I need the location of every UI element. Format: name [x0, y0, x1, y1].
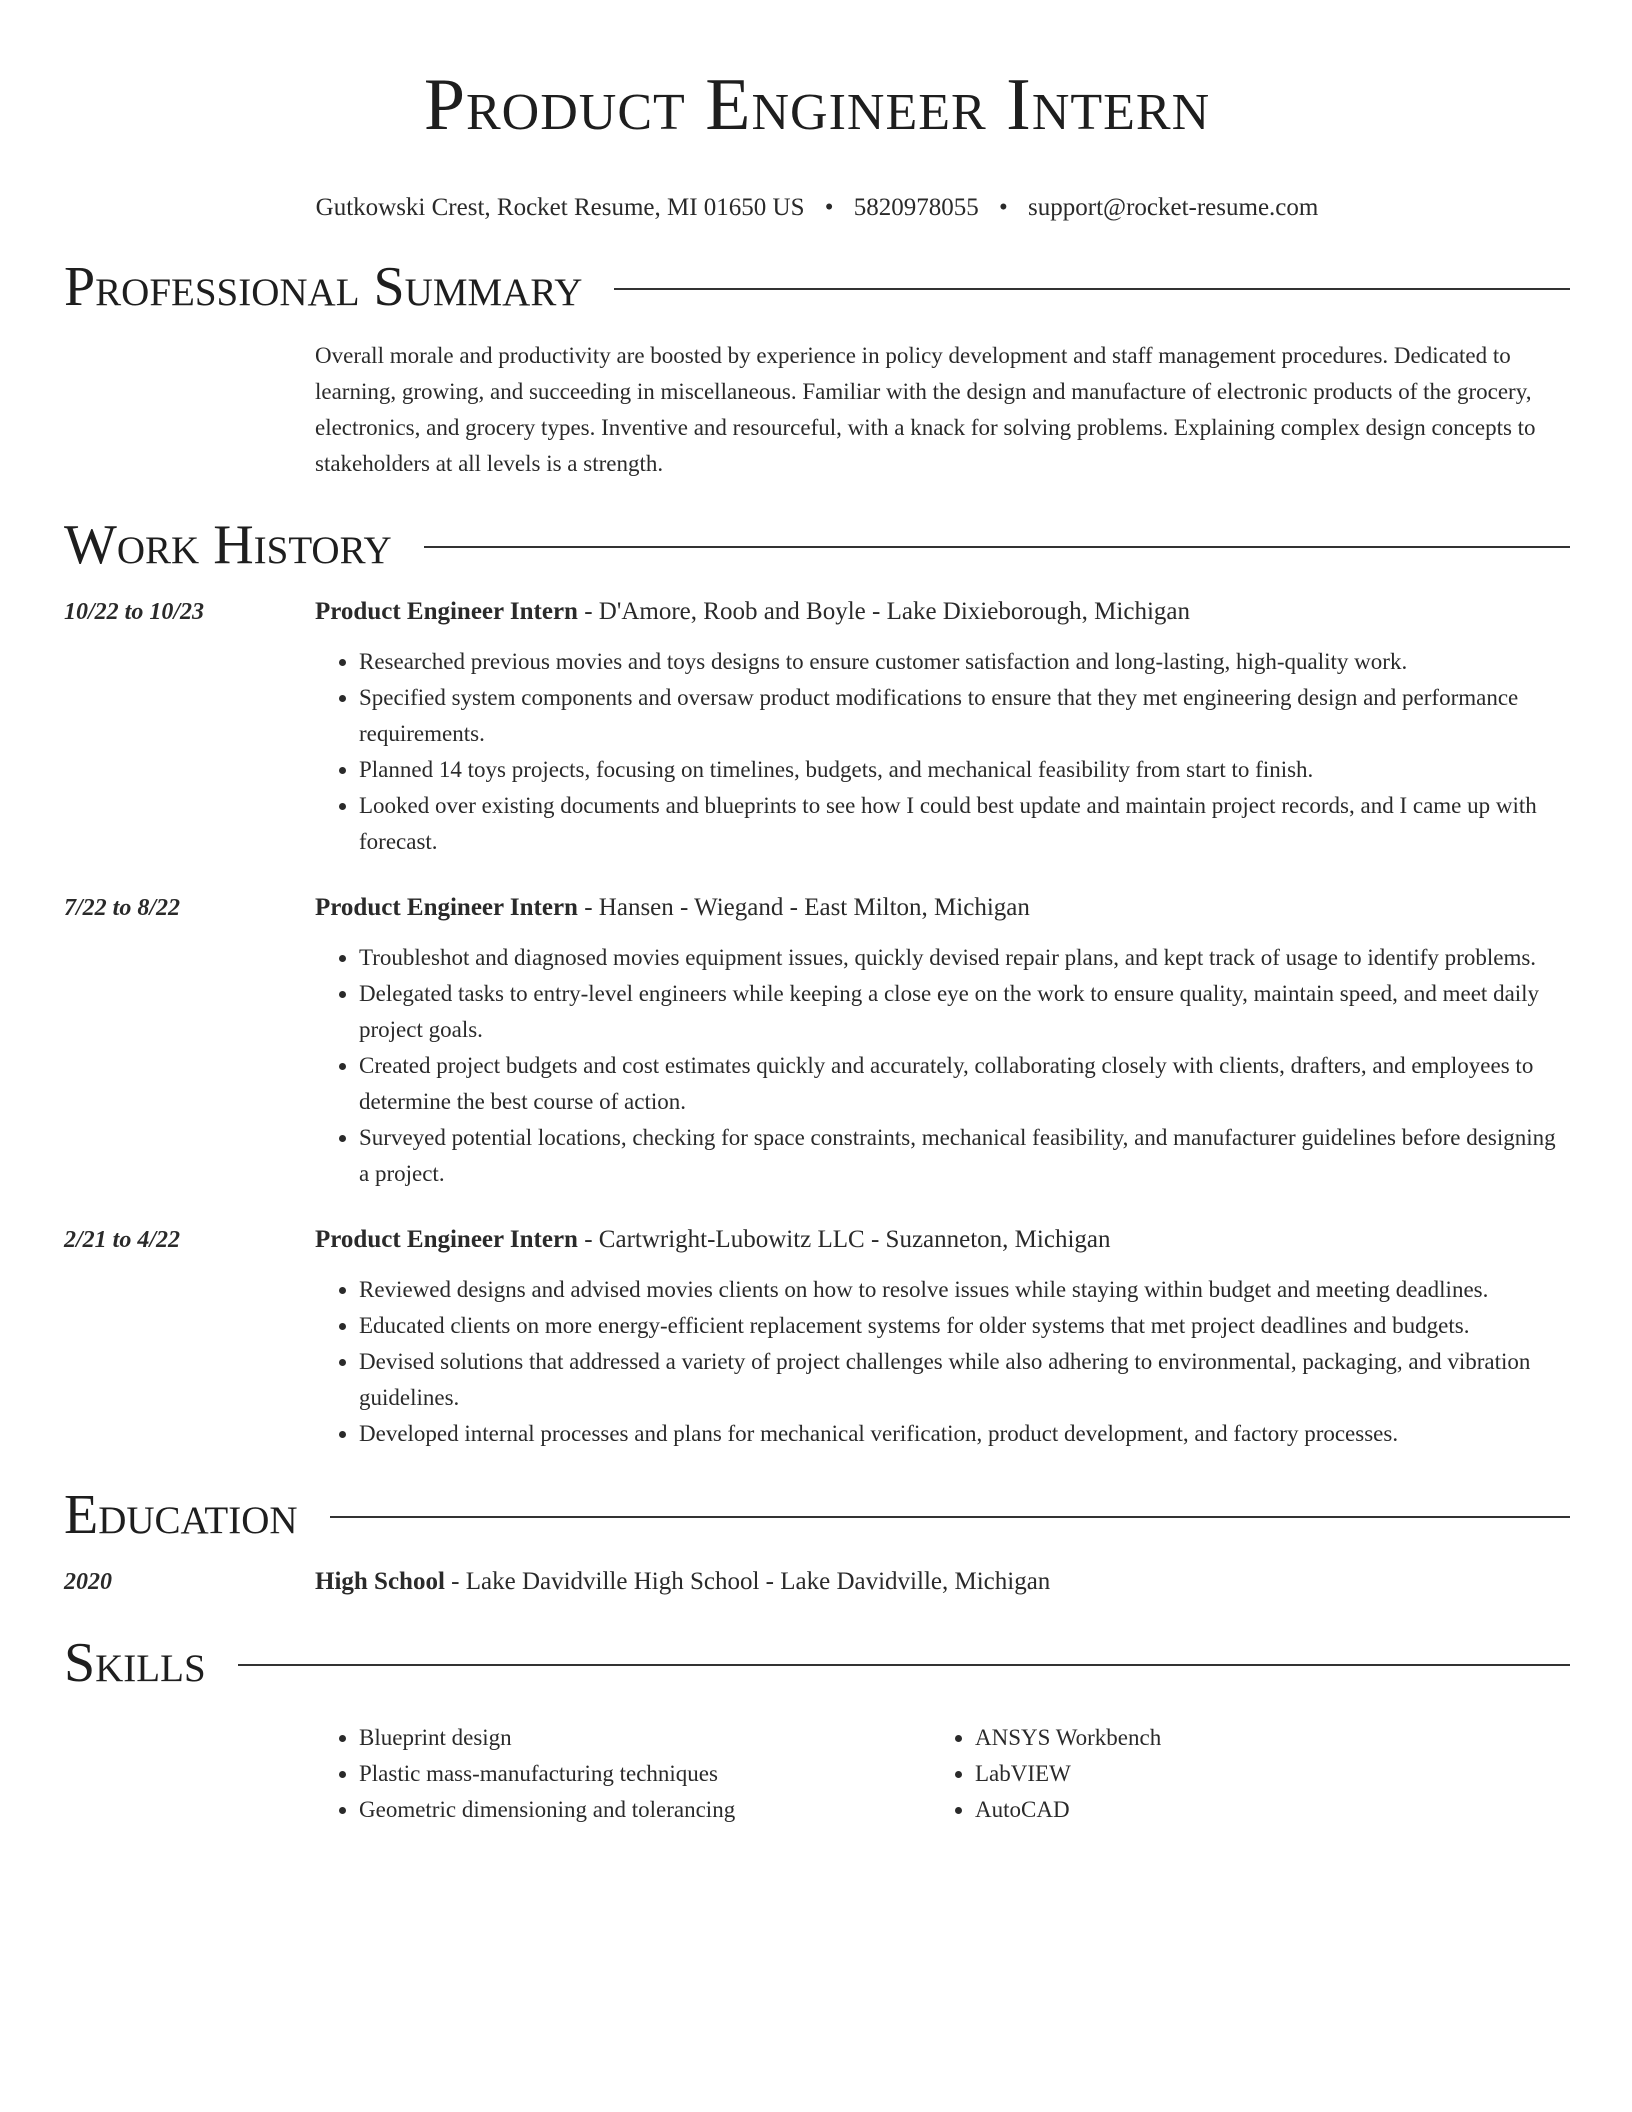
- job-bullet: • Troubleshot and diagnosed movies equipment issues, quickly devised repair plans, and kept track of usage to identify problems.: [359, 940, 1570, 976]
- job-title: Product Engineer Intern: [315, 598, 578, 625]
- skills-column-right: [931, 1720, 1547, 1828]
- summary-heading: Professional Summary: [64, 256, 583, 318]
- education-entry: [64, 1564, 1570, 1600]
- summary-text: Overall morale and productivity are boosted by experience in policy development and staff management procedures. Dedicated to learning, growing, and succeeding in miscellaneous. Familiar with the design and manufacture of electronic products of the grocery, electronics, and grocery types. Inventive and resourceful, with a knack for solving problems. Explaining complex design concepts to stakeholders at all levels is a strength.: [315, 343, 1536, 476]
- job-bullet: • Researched previous movies and toys designs to ensure customer satisfaction and long-lasting, high-quality work.: [359, 644, 1570, 680]
- education-details: - Lake Davidville High School - Lake Davidville, Michigan: [444, 1568, 1051, 1595]
- resume-name: Product Engineer Intern: [423, 64, 1211, 146]
- job-bullet: • Specified system components and oversaw product modifications to ensure that they met engineering design and performance requirements.: [359, 680, 1570, 752]
- job-bullet: • Reviewed designs and advised movies clients on how to resolve issues while staying within budget and meeting deadlines.: [359, 1272, 1570, 1308]
- job-details: - Hansen - Wiegand - East Milton, Michigan: [577, 894, 1030, 921]
- job-bullet: • Educated clients on more energy-efficient replacement systems for older systems that met project deadlines and budgets.: [359, 1308, 1570, 1344]
- job-entry: [64, 1222, 1570, 1452]
- job-title: Product Engineer Intern: [315, 1226, 578, 1253]
- job-dates: 2/21 to 4/22: [64, 1227, 181, 1253]
- education-heading: Education: [64, 1484, 298, 1546]
- education-body: [315, 1564, 1570, 1600]
- job-bullet: • Planned 14 toys projects, focusing on timelines, budgets, and mechanical feasibility from start to finish.: [359, 752, 1570, 788]
- job-bullet: • Developed internal processes and plans for mechanical verification, product development, and factory processes.: [359, 1416, 1570, 1452]
- contact-phone: 5820978055: [853, 194, 979, 221]
- job-details: - Cartwright-Lubowitz LLC - Suzanneton, Michigan: [577, 1226, 1111, 1253]
- section-divider: [330, 1516, 1570, 1518]
- job-bullet: • Devised solutions that addressed a variety of project challenges while also adhering to environmental, packaging, and vibration guidelines.: [359, 1344, 1570, 1416]
- section-divider: [238, 1664, 1570, 1666]
- skills-section-header: [64, 1628, 1570, 1698]
- skills-column-left: [315, 1720, 931, 1828]
- job-bullet: • Surveyed potential locations, checking for space constraints, mechanical feasibility, and manufacturer guidelines before designing a project.: [359, 1120, 1570, 1192]
- skill-item: • Geometric dimensioning and tolerancing: [359, 1792, 931, 1828]
- job-bullets: [315, 644, 1570, 860]
- job-bullet: • Looked over existing documents and blueprints to see how I could best update and maintain project records, and I came up with forecast.: [359, 788, 1570, 860]
- skills-heading: Skills: [64, 1632, 206, 1694]
- job-bullets: [315, 1272, 1570, 1452]
- skill-item: • LabVIEW: [975, 1756, 1547, 1792]
- education-degree: High School: [315, 1568, 445, 1595]
- job-body: [315, 890, 1570, 1192]
- contact-separator: •: [824, 194, 834, 221]
- contact-separator: •: [999, 194, 1008, 221]
- work-section-header: [64, 510, 1570, 580]
- summary-section-header: [64, 252, 1570, 322]
- job-body: [315, 594, 1570, 860]
- education-section-header: [64, 1480, 1570, 1550]
- job-body: [315, 1222, 1570, 1452]
- skills-list: [315, 1720, 1570, 1828]
- job-entry: [64, 594, 1570, 860]
- education-title-line: [315, 1564, 1570, 1600]
- contact-line: [64, 192, 1570, 224]
- contact-email: support@rocket-resume.com: [1028, 194, 1319, 221]
- job-bullets: [315, 940, 1570, 1192]
- contact-address: Gutkowski Crest, Rocket Resume, MI 01650 US: [315, 194, 805, 221]
- work-heading: Work History: [64, 514, 392, 576]
- job-title-line: [315, 1222, 1570, 1258]
- section-divider: [424, 546, 1570, 548]
- education-year: 2020: [64, 1569, 112, 1595]
- job-title-line: [315, 594, 1570, 630]
- skill-item: • ANSYS Workbench: [975, 1720, 1547, 1756]
- job-dates: 7/22 to 8/22: [64, 895, 181, 921]
- job-entry: [64, 890, 1570, 1192]
- job-title-line: [315, 890, 1570, 926]
- section-divider: [614, 288, 1570, 290]
- job-details: - D'Amore, Roob and Boyle - Lake Dixieborough, Michigan: [577, 598, 1190, 625]
- job-bullet: • Delegated tasks to entry-level engineers while keeping a close eye on the work to ensure quality, maintain speed, and meet daily project goals.: [359, 976, 1570, 1048]
- skill-item: • Blueprint design: [359, 1720, 931, 1756]
- job-bullet: • Created project budgets and cost estimates quickly and accurately, collaborating closely with clients, drafters, and employees to determine the best course of action.: [359, 1048, 1570, 1120]
- job-title: Product Engineer Intern: [315, 894, 578, 921]
- job-dates: 10/22 to 10/23: [64, 599, 205, 625]
- skill-item: • AutoCAD: [975, 1792, 1547, 1828]
- skill-item: • Plastic mass-manufacturing techniques: [359, 1756, 931, 1792]
